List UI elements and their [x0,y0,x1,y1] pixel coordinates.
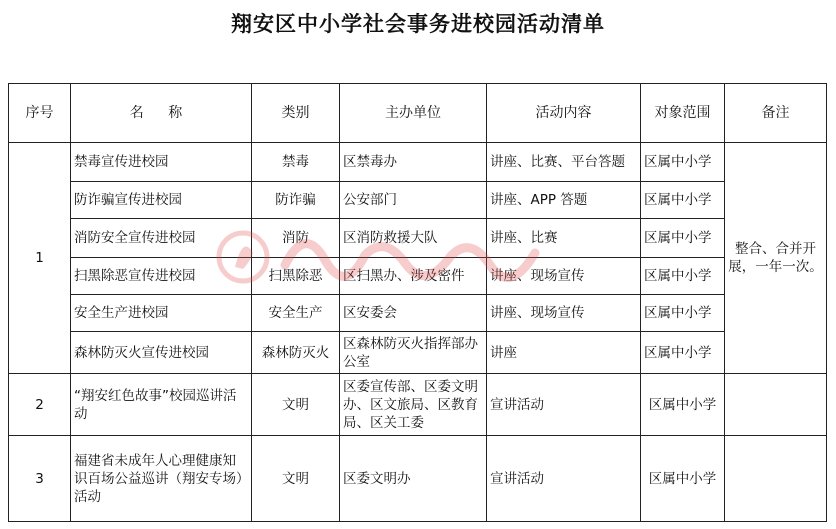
table-row [9,143,827,182]
row-index: 3 [9,436,71,522]
row-category: 禁毒 [252,143,340,182]
row-content: 讲座 [487,332,641,374]
header-organizer: 主办单位 [340,84,487,143]
row-content: 宣讲活动 [487,374,641,436]
table-row [9,219,827,258]
table-row [9,436,827,522]
header-scope: 对象范围 [641,84,725,143]
table-row [9,374,827,436]
row-content: 讲座、现场宣传 [487,295,641,332]
document-title: 翔安区中小学社会事务进校园活动清单 [231,12,605,36]
row-category: 森林防灭火 [252,332,340,374]
row-name: “翔安红色故事”校园巡讲活动 [71,374,252,436]
row-content: 讲座、APP 答题 [487,182,641,219]
row-organizer: 区消防救援大队 [340,219,487,258]
row-scope: 区属中小学 [641,436,725,522]
header-content: 活动内容 [487,84,641,143]
row-organizer: 区委文明办 [340,436,487,522]
row-category: 安全生产 [252,295,340,332]
header-index: 序号 [9,84,71,143]
row-name: 安全生产进校园 [71,295,252,332]
row-content: 宣讲活动 [487,436,641,522]
activity-table [8,83,827,522]
row-note: 整合、合并开展，一年一次。 [725,143,827,374]
row-note [725,374,827,436]
row-organizer: 区安委会 [340,295,487,332]
header-name: 名 称 [71,84,252,143]
header-category: 类别 [252,84,340,143]
row-content: 讲座、比赛 [487,219,641,258]
row-category: 防诈骗 [252,182,340,219]
row-organizer: 公安部门 [340,182,487,219]
row-name: 禁毒宣传进校园 [71,143,252,182]
row-scope: 区属中小学 [641,182,725,219]
row-scope: 区属中小学 [641,143,725,182]
table-header-row [9,84,827,143]
row-content: 讲座、比赛、平台答题 [487,143,641,182]
row-name: 消防安全宣传进校园 [71,219,252,258]
row-organizer: 区森林防灭火指挥部办公室 [340,332,487,374]
row-scope: 区属中小学 [641,295,725,332]
row-organizer: 区扫黑办、涉及密件 [340,258,487,295]
row-name: 扫黑除恶宣传进校园 [71,258,252,295]
row-category: 文明 [252,436,340,522]
row-organizer: 区禁毒办 [340,143,487,182]
row-category: 消防 [252,219,340,258]
row-organizer: 区委宣传部、区委文明办、区文旅局、区教育局、区关工委 [340,374,487,436]
row-scope: 区属中小学 [641,374,725,436]
row-name: 防诈骗宣传进校园 [71,182,252,219]
row-content: 讲座、现场宣传 [487,258,641,295]
table-row [9,258,827,295]
table-row [9,182,827,219]
row-scope: 区属中小学 [641,258,725,295]
row-name: 森林防灭火宣传进校园 [71,332,252,374]
row-category: 文明 [252,374,340,436]
row-index: 2 [9,374,71,436]
row-scope: 区属中小学 [641,332,725,374]
row-index: 1 [9,143,71,374]
row-name: 福建省未成年人心理健康知识百场公益巡讲（翔安专场）活动 [71,436,252,522]
row-scope: 区属中小学 [641,219,725,258]
table-row [9,332,827,374]
row-category: 扫黑除恶 [252,258,340,295]
table-row [9,295,827,332]
row-note [725,436,827,522]
header-note: 备注 [725,84,827,143]
